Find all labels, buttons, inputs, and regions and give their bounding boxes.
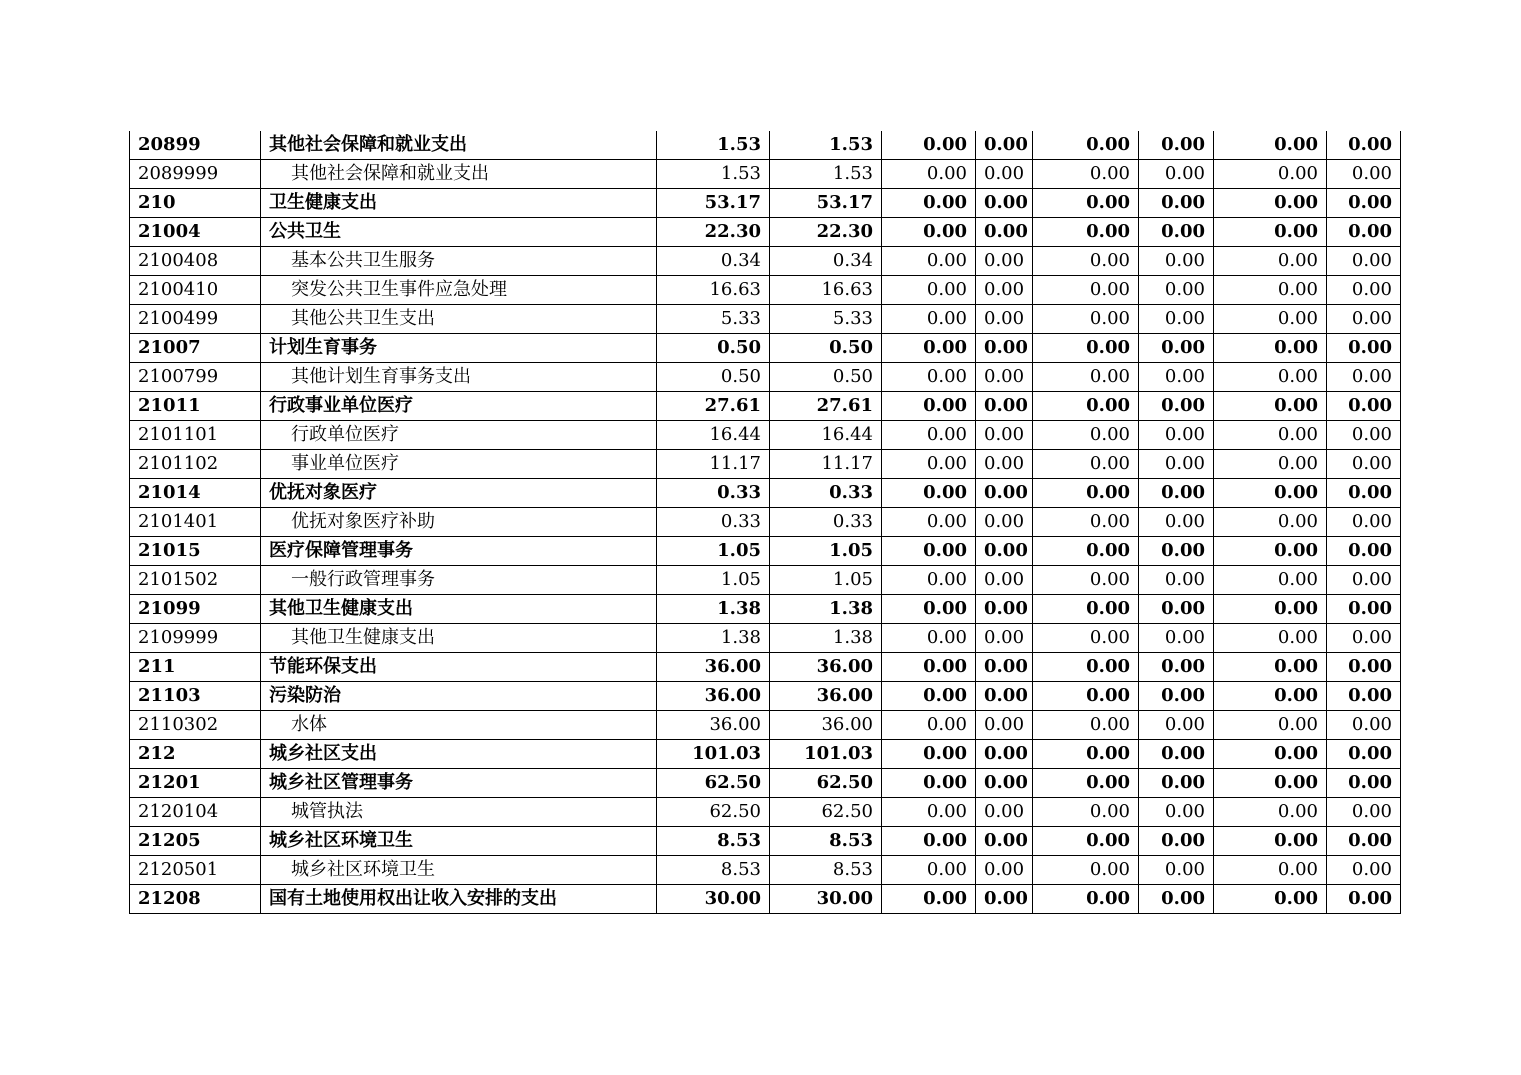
amount-cell: 0.00	[976, 218, 1033, 247]
subject-code-cell: 2100499	[130, 305, 261, 334]
amount-cell: 0.00	[1214, 160, 1327, 189]
table-row	[130, 624, 1401, 653]
subject-code-cell: 2120501	[130, 856, 261, 885]
subject-code-cell: 2089999	[130, 160, 261, 189]
amount-cell: 0.00	[1033, 189, 1139, 218]
amount-cell: 0.00	[1327, 769, 1401, 798]
amount-cell: 0.00	[1214, 856, 1327, 885]
amount-cell: 0.00	[1139, 450, 1214, 479]
amount-cell: 30.00	[770, 885, 882, 914]
amount-cell: 0.00	[1327, 160, 1401, 189]
amount-cell: 0.00	[882, 363, 976, 392]
amount-cell: 62.50	[770, 769, 882, 798]
amount-cell: 0.00	[1139, 827, 1214, 856]
amount-cell: 8.53	[770, 856, 882, 885]
amount-cell: 0.00	[882, 653, 976, 682]
table-row	[130, 508, 1401, 537]
subject-name-cell: 其他卫生健康支出	[261, 624, 657, 653]
amount-cell: 5.33	[770, 305, 882, 334]
amount-cell: 0.00	[882, 479, 976, 508]
amount-cell: 0.00	[1327, 247, 1401, 276]
subject-name-cell: 基本公共卫生服务	[261, 247, 657, 276]
amount-cell: 0.00	[1214, 595, 1327, 624]
amount-cell: 0.00	[976, 653, 1033, 682]
table-row	[130, 421, 1401, 450]
subject-name-cell: 突发公共卫生事件应急处理	[261, 276, 657, 305]
amount-cell: 101.03	[657, 740, 770, 769]
amount-cell: 0.00	[882, 247, 976, 276]
amount-cell: 0.50	[657, 363, 770, 392]
amount-cell: 27.61	[770, 392, 882, 421]
subject-code-cell: 2109999	[130, 624, 261, 653]
amount-cell: 0.00	[1214, 218, 1327, 247]
subject-name-cell: 节能环保支出	[261, 653, 657, 682]
amount-cell: 0.33	[770, 508, 882, 537]
amount-cell: 0.00	[1214, 450, 1327, 479]
amount-cell: 0.00	[1033, 392, 1139, 421]
subject-name-cell: 城乡社区环境卫生	[261, 827, 657, 856]
table-row	[130, 131, 1401, 160]
subject-name-cell: 城乡社区环境卫生	[261, 856, 657, 885]
amount-cell: 0.00	[1214, 711, 1327, 740]
amount-cell: 53.17	[657, 189, 770, 218]
table-row	[130, 769, 1401, 798]
amount-cell: 0.00	[1033, 798, 1139, 827]
amount-cell: 0.00	[1033, 653, 1139, 682]
subject-code-cell: 210	[130, 189, 261, 218]
amount-cell: 27.61	[657, 392, 770, 421]
amount-cell: 0.00	[1139, 334, 1214, 363]
amount-cell: 8.53	[657, 856, 770, 885]
amount-cell: 1.05	[657, 537, 770, 566]
subject-code-cell: 21007	[130, 334, 261, 363]
amount-cell: 53.17	[770, 189, 882, 218]
table-row	[130, 247, 1401, 276]
subject-code-cell: 212	[130, 740, 261, 769]
table-row	[130, 450, 1401, 479]
subject-name-cell: 其他公共卫生支出	[261, 305, 657, 334]
amount-cell: 5.33	[657, 305, 770, 334]
amount-cell: 0.00	[1214, 421, 1327, 450]
amount-cell: 0.00	[882, 595, 976, 624]
amount-cell: 0.00	[882, 450, 976, 479]
amount-cell: 0.00	[1214, 276, 1327, 305]
amount-cell: 0.00	[1327, 682, 1401, 711]
amount-cell: 0.00	[1033, 624, 1139, 653]
amount-cell: 1.05	[770, 566, 882, 595]
amount-cell: 8.53	[770, 827, 882, 856]
subject-name-cell: 一般行政管理事务	[261, 566, 657, 595]
subject-code-cell: 2101101	[130, 421, 261, 450]
amount-cell: 0.34	[657, 247, 770, 276]
table-row	[130, 334, 1401, 363]
table-row	[130, 798, 1401, 827]
subject-code-cell: 21201	[130, 769, 261, 798]
amount-cell: 1.38	[657, 624, 770, 653]
table-row	[130, 711, 1401, 740]
amount-cell: 62.50	[770, 798, 882, 827]
table-body	[130, 131, 1401, 914]
amount-cell: 0.00	[1327, 421, 1401, 450]
amount-cell: 8.53	[657, 827, 770, 856]
amount-cell: 0.00	[976, 334, 1033, 363]
subject-name-cell: 事业单位医疗	[261, 450, 657, 479]
amount-cell: 0.00	[976, 885, 1033, 914]
amount-cell: 0.00	[1033, 682, 1139, 711]
amount-cell: 0.00	[976, 856, 1033, 885]
table-row	[130, 740, 1401, 769]
amount-cell: 0.00	[1033, 508, 1139, 537]
subject-code-cell: 2101502	[130, 566, 261, 595]
amount-cell: 0.00	[1139, 798, 1214, 827]
amount-cell: 0.00	[1139, 247, 1214, 276]
subject-name-cell: 行政事业单位医疗	[261, 392, 657, 421]
amount-cell: 0.00	[1214, 827, 1327, 856]
subject-name-cell: 卫生健康支出	[261, 189, 657, 218]
subject-code-cell: 2110302	[130, 711, 261, 740]
amount-cell: 0.00	[976, 247, 1033, 276]
amount-cell: 0.00	[1139, 276, 1214, 305]
amount-cell: 1.53	[770, 160, 882, 189]
amount-cell: 0.00	[1327, 334, 1401, 363]
amount-cell: 0.34	[770, 247, 882, 276]
amount-cell: 0.00	[1139, 305, 1214, 334]
amount-cell: 0.00	[1214, 392, 1327, 421]
table-row	[130, 160, 1401, 189]
subject-name-cell: 城乡社区支出	[261, 740, 657, 769]
table-row	[130, 885, 1401, 914]
amount-cell: 0.00	[1033, 131, 1139, 160]
amount-cell: 0.00	[1327, 740, 1401, 769]
amount-cell: 0.00	[1139, 131, 1214, 160]
amount-cell: 0.00	[1139, 566, 1214, 595]
subject-code-cell: 2101401	[130, 508, 261, 537]
amount-cell: 0.00	[882, 740, 976, 769]
subject-name-cell: 污染防治	[261, 682, 657, 711]
amount-cell: 0.00	[1139, 711, 1214, 740]
amount-cell: 0.33	[657, 479, 770, 508]
subject-name-cell: 水体	[261, 711, 657, 740]
amount-cell: 16.63	[657, 276, 770, 305]
subject-code-cell: 2101102	[130, 450, 261, 479]
subject-name-cell: 计划生育事务	[261, 334, 657, 363]
amount-cell: 0.00	[976, 160, 1033, 189]
amount-cell: 0.00	[1033, 537, 1139, 566]
amount-cell: 0.50	[657, 334, 770, 363]
amount-cell: 0.00	[1139, 160, 1214, 189]
amount-cell: 0.00	[1214, 131, 1327, 160]
amount-cell: 0.00	[1139, 769, 1214, 798]
table-row	[130, 189, 1401, 218]
subject-code-cell: 21208	[130, 885, 261, 914]
budget-table	[129, 131, 1401, 914]
amount-cell: 0.00	[882, 189, 976, 218]
amount-cell: 0.00	[976, 131, 1033, 160]
amount-cell: 0.00	[1139, 653, 1214, 682]
amount-cell: 101.03	[770, 740, 882, 769]
amount-cell: 0.00	[882, 305, 976, 334]
amount-cell: 0.00	[1139, 392, 1214, 421]
amount-cell: 0.00	[976, 479, 1033, 508]
amount-cell: 0.00	[1033, 334, 1139, 363]
amount-cell: 0.00	[1327, 131, 1401, 160]
subject-name-cell: 其他社会保障和就业支出	[261, 131, 657, 160]
amount-cell: 0.00	[1033, 769, 1139, 798]
amount-cell: 36.00	[657, 682, 770, 711]
amount-cell: 0.00	[1327, 798, 1401, 827]
amount-cell: 0.00	[882, 218, 976, 247]
amount-cell: 0.00	[1139, 856, 1214, 885]
amount-cell: 0.00	[1033, 740, 1139, 769]
subject-name-cell: 其他社会保障和就业支出	[261, 160, 657, 189]
amount-cell: 0.00	[1033, 856, 1139, 885]
amount-cell: 0.00	[1214, 885, 1327, 914]
amount-cell: 0.00	[1033, 363, 1139, 392]
subject-name-cell: 城乡社区管理事务	[261, 769, 657, 798]
amount-cell: 0.00	[1327, 885, 1401, 914]
amount-cell: 0.00	[1033, 450, 1139, 479]
amount-cell: 0.00	[1033, 421, 1139, 450]
amount-cell: 36.00	[770, 653, 882, 682]
amount-cell: 0.00	[1327, 856, 1401, 885]
amount-cell: 0.00	[882, 508, 976, 537]
amount-cell: 0.00	[1214, 798, 1327, 827]
amount-cell: 0.00	[976, 450, 1033, 479]
amount-cell: 0.00	[1327, 711, 1401, 740]
amount-cell: 1.05	[657, 566, 770, 595]
amount-cell: 0.00	[1214, 624, 1327, 653]
subject-name-cell: 优抚对象医疗补助	[261, 508, 657, 537]
amount-cell: 0.00	[1327, 363, 1401, 392]
amount-cell: 0.00	[1139, 537, 1214, 566]
amount-cell: 0.00	[882, 885, 976, 914]
amount-cell: 0.00	[882, 160, 976, 189]
amount-cell: 0.00	[1214, 334, 1327, 363]
table-row	[130, 363, 1401, 392]
amount-cell: 36.00	[770, 711, 882, 740]
amount-cell: 1.38	[770, 595, 882, 624]
amount-cell: 0.00	[976, 595, 1033, 624]
amount-cell: 0.00	[1033, 160, 1139, 189]
amount-cell: 62.50	[657, 769, 770, 798]
amount-cell: 0.00	[1214, 189, 1327, 218]
table-row	[130, 218, 1401, 247]
amount-cell: 0.00	[976, 711, 1033, 740]
amount-cell: 0.00	[882, 537, 976, 566]
amount-cell: 0.00	[882, 131, 976, 160]
amount-cell: 0.00	[976, 508, 1033, 537]
amount-cell: 0.00	[1327, 827, 1401, 856]
amount-cell: 36.00	[770, 682, 882, 711]
amount-cell: 0.00	[1139, 595, 1214, 624]
subject-name-cell: 医疗保障管理事务	[261, 537, 657, 566]
subject-code-cell: 2120104	[130, 798, 261, 827]
amount-cell: 0.00	[976, 363, 1033, 392]
amount-cell: 0.00	[1033, 595, 1139, 624]
amount-cell: 0.00	[976, 305, 1033, 334]
amount-cell: 0.00	[1033, 885, 1139, 914]
amount-cell: 0.00	[1033, 218, 1139, 247]
amount-cell: 16.63	[770, 276, 882, 305]
amount-cell: 0.00	[1139, 218, 1214, 247]
amount-cell: 0.00	[1033, 827, 1139, 856]
amount-cell: 1.38	[770, 624, 882, 653]
amount-cell: 0.00	[976, 769, 1033, 798]
amount-cell: 0.00	[1327, 566, 1401, 595]
amount-cell: 1.05	[770, 537, 882, 566]
amount-cell: 0.00	[976, 392, 1033, 421]
amount-cell: 0.00	[976, 276, 1033, 305]
amount-cell: 11.17	[770, 450, 882, 479]
amount-cell: 0.00	[1327, 450, 1401, 479]
table-row	[130, 392, 1401, 421]
amount-cell: 0.00	[882, 711, 976, 740]
amount-cell: 0.00	[976, 537, 1033, 566]
amount-cell: 0.00	[1139, 624, 1214, 653]
amount-cell: 0.33	[657, 508, 770, 537]
amount-cell: 0.00	[1139, 363, 1214, 392]
subject-code-cell: 21099	[130, 595, 261, 624]
amount-cell: 0.00	[1139, 189, 1214, 218]
amount-cell: 11.17	[657, 450, 770, 479]
amount-cell: 0.00	[1327, 276, 1401, 305]
subject-code-cell: 2100410	[130, 276, 261, 305]
amount-cell: 0.00	[1214, 363, 1327, 392]
amount-cell: 16.44	[770, 421, 882, 450]
table-row	[130, 856, 1401, 885]
subject-name-cell: 其他计划生育事务支出	[261, 363, 657, 392]
amount-cell: 0.00	[1214, 682, 1327, 711]
subject-name-cell: 其他卫生健康支出	[261, 595, 657, 624]
subject-code-cell: 21103	[130, 682, 261, 711]
amount-cell: 0.00	[976, 189, 1033, 218]
subject-code-cell: 21014	[130, 479, 261, 508]
amount-cell: 0.00	[882, 624, 976, 653]
amount-cell: 0.00	[1139, 885, 1214, 914]
subject-code-cell: 2100799	[130, 363, 261, 392]
amount-cell: 0.00	[1327, 537, 1401, 566]
amount-cell: 0.00	[1139, 740, 1214, 769]
subject-code-cell: 21004	[130, 218, 261, 247]
amount-cell: 30.00	[657, 885, 770, 914]
subject-name-cell: 优抚对象医疗	[261, 479, 657, 508]
table-row	[130, 479, 1401, 508]
subject-code-cell: 21011	[130, 392, 261, 421]
amount-cell: 0.00	[882, 566, 976, 595]
table-row	[130, 827, 1401, 856]
amount-cell: 0.00	[882, 682, 976, 711]
amount-cell: 36.00	[657, 653, 770, 682]
amount-cell: 0.00	[882, 827, 976, 856]
amount-cell: 0.00	[1139, 479, 1214, 508]
amount-cell: 0.00	[882, 856, 976, 885]
amount-cell: 0.00	[1327, 305, 1401, 334]
amount-cell: 0.33	[770, 479, 882, 508]
table-row	[130, 595, 1401, 624]
amount-cell: 0.00	[1327, 624, 1401, 653]
amount-cell: 1.53	[657, 160, 770, 189]
amount-cell: 0.00	[1214, 508, 1327, 537]
amount-cell: 0.00	[1214, 247, 1327, 276]
subject-code-cell: 2100408	[130, 247, 261, 276]
amount-cell: 0.00	[1327, 218, 1401, 247]
amount-cell: 22.30	[770, 218, 882, 247]
table-row	[130, 682, 1401, 711]
amount-cell: 0.00	[1033, 566, 1139, 595]
subject-code-cell: 21205	[130, 827, 261, 856]
subject-code-cell: 21015	[130, 537, 261, 566]
table-row	[130, 566, 1401, 595]
amount-cell: 0.00	[1139, 508, 1214, 537]
subject-name-cell: 行政单位医疗	[261, 421, 657, 450]
amount-cell: 16.44	[657, 421, 770, 450]
amount-cell: 0.00	[1214, 740, 1327, 769]
amount-cell: 0.00	[1033, 711, 1139, 740]
amount-cell: 0.50	[770, 334, 882, 363]
amount-cell: 0.50	[770, 363, 882, 392]
table-row	[130, 305, 1401, 334]
amount-cell: 0.00	[882, 798, 976, 827]
amount-cell: 0.00	[1033, 479, 1139, 508]
amount-cell: 0.00	[1214, 537, 1327, 566]
amount-cell: 0.00	[1327, 508, 1401, 537]
amount-cell: 0.00	[976, 740, 1033, 769]
amount-cell: 0.00	[976, 682, 1033, 711]
subject-name-cell: 国有土地使用权出让收入安排的支出	[261, 885, 657, 914]
amount-cell: 0.00	[1327, 392, 1401, 421]
amount-cell: 0.00	[1033, 276, 1139, 305]
amount-cell: 0.00	[976, 421, 1033, 450]
amount-cell: 0.00	[1139, 682, 1214, 711]
amount-cell: 0.00	[1214, 566, 1327, 595]
amount-cell: 0.00	[1214, 769, 1327, 798]
amount-cell: 1.38	[657, 595, 770, 624]
amount-cell: 0.00	[1327, 189, 1401, 218]
subject-name-cell: 城管执法	[261, 798, 657, 827]
subject-code-cell: 211	[130, 653, 261, 682]
table-row	[130, 653, 1401, 682]
amount-cell: 0.00	[1327, 479, 1401, 508]
amount-cell: 22.30	[657, 218, 770, 247]
table-row	[130, 537, 1401, 566]
amount-cell: 1.53	[657, 131, 770, 160]
amount-cell: 0.00	[882, 392, 976, 421]
subject-code-cell: 20899	[130, 131, 261, 160]
amount-cell: 0.00	[882, 421, 976, 450]
amount-cell: 0.00	[1214, 653, 1327, 682]
amount-cell: 1.53	[770, 131, 882, 160]
amount-cell: 0.00	[1327, 595, 1401, 624]
amount-cell: 0.00	[976, 827, 1033, 856]
amount-cell: 36.00	[657, 711, 770, 740]
amount-cell: 0.00	[976, 624, 1033, 653]
subject-name-cell: 公共卫生	[261, 218, 657, 247]
table-row	[130, 276, 1401, 305]
amount-cell: 0.00	[976, 566, 1033, 595]
amount-cell: 0.00	[1214, 479, 1327, 508]
amount-cell: 0.00	[882, 769, 976, 798]
amount-cell: 0.00	[976, 798, 1033, 827]
amount-cell: 0.00	[1214, 305, 1327, 334]
amount-cell: 62.50	[657, 798, 770, 827]
amount-cell: 0.00	[1033, 247, 1139, 276]
amount-cell: 0.00	[882, 276, 976, 305]
amount-cell: 0.00	[1327, 653, 1401, 682]
amount-cell: 0.00	[1139, 421, 1214, 450]
amount-cell: 0.00	[1033, 305, 1139, 334]
amount-cell: 0.00	[882, 334, 976, 363]
